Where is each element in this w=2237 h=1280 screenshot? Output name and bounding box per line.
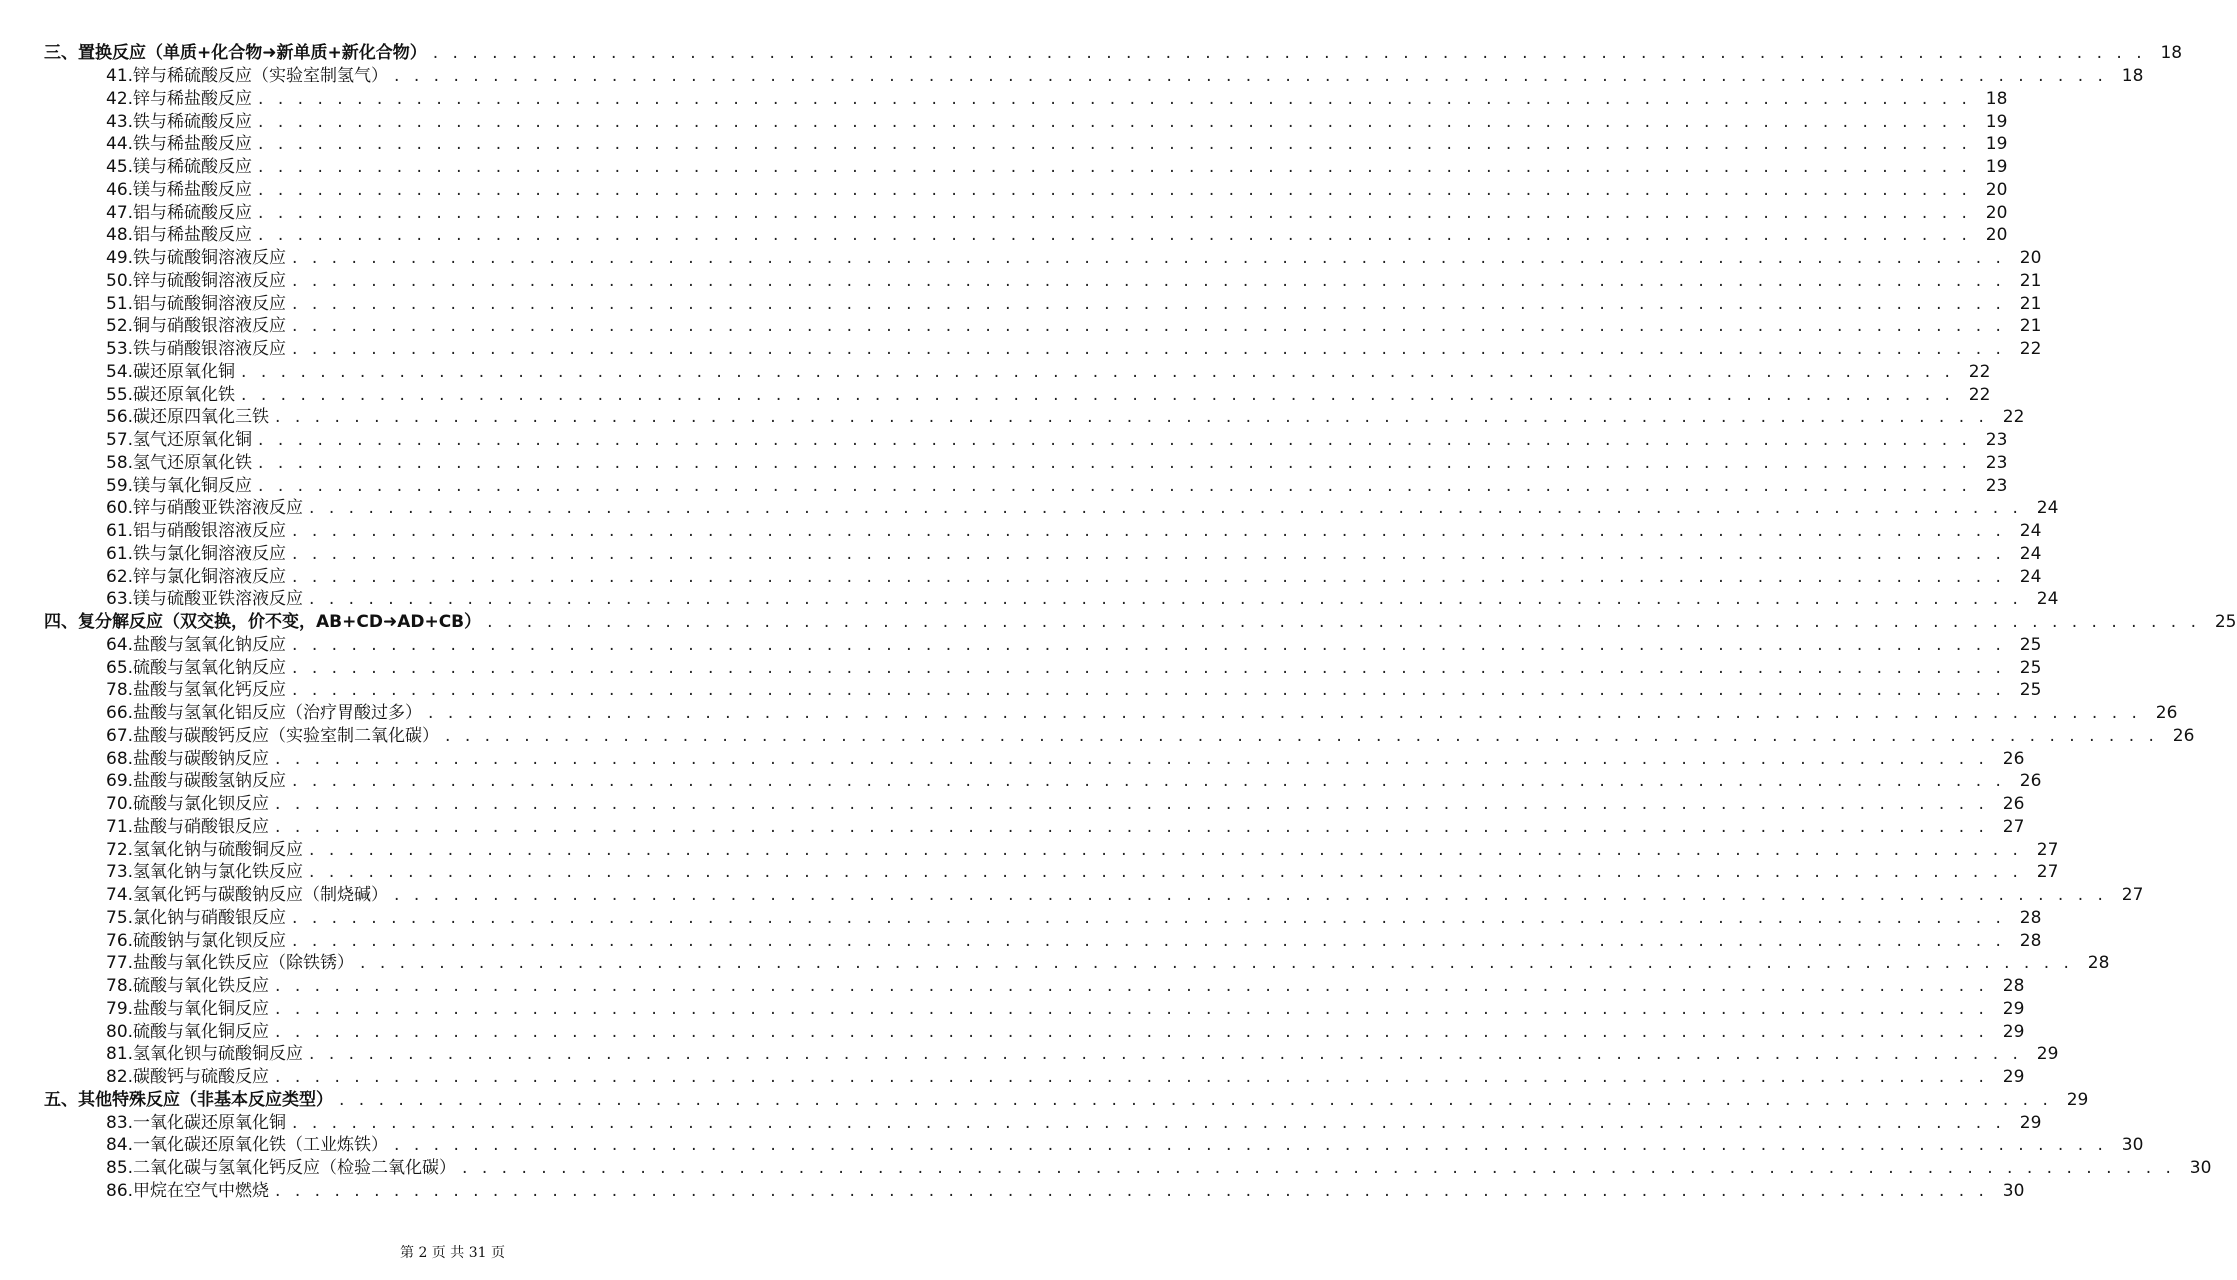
toc-entry[interactable] bbox=[0, 543, 2042, 566]
dot-leader: . . . . . . . . . . . . . . . . . . . . . . . . . . . . . . . . . . . . . . . . . . . . . . . . . . . . . . . . . . . . . . . . . . . . . . . . . . . . . . . . . . . . . . . bbox=[292, 907, 2006, 928]
page-footer: 第 2 页 共 31 页 bbox=[400, 1245, 505, 1261]
toc-entry-title: 铁与稀盐酸反应 bbox=[133, 134, 253, 155]
toc-page-number: 29 bbox=[2036, 1044, 2059, 1065]
toc-page-number: 23 bbox=[1985, 430, 2008, 451]
toc-entry-number: 81. bbox=[106, 1044, 134, 1065]
dot-leader: . . . . . . . . . . . . . . . . . . . . . . . . . . . . . . . . . . . . . . . . . . . . . . . . . . . . . . . . . . . . . . . . . . . . . . . . . . . . . . . . . . . . . . . bbox=[292, 270, 2006, 291]
toc-entry-title: 氢气还原氧化铁 bbox=[133, 452, 253, 473]
dot-leader: . . . . . . . . . . . . . . . . . . . . . . . . . . . . . . . . . . . . . . . . . . . . . . . . . . . . . . . . . . . . . . . . . . . . . . . . . . . . . . . . . . . . . . . bbox=[292, 566, 2006, 587]
toc-entry-title: 氢氧化钠与硫酸铜反应 bbox=[133, 839, 304, 860]
toc-entry-number: 45. bbox=[106, 157, 134, 178]
toc-entry-number: 64. bbox=[106, 634, 134, 655]
toc-page-number: 25 bbox=[2019, 634, 2042, 655]
toc-page-number: 30 bbox=[2121, 1135, 2144, 1156]
toc-page-number: 22 bbox=[1968, 361, 1991, 382]
toc-entry-number: 79. bbox=[106, 998, 134, 1019]
toc-entry-title: 盐酸与氧化铜反应 bbox=[133, 998, 270, 1019]
toc-entry[interactable] bbox=[0, 88, 2008, 111]
toc-entry-title: 铁与硫酸铜溶液反应 bbox=[133, 248, 287, 269]
toc-page-number: 20 bbox=[1985, 202, 2008, 223]
dot-leader: . . . . . . . . . . . . . . . . . . . . . . . . . . . . . . . . . . . . . . . . . . . . . . . . . . . . . . . . . . . . . . . . . . . . . . . . . . . . . . . . . . . . . . . bbox=[292, 930, 2006, 951]
toc-entry-number: 75. bbox=[106, 907, 134, 928]
toc-entry-title: 镁与硫酸亚铁溶液反应 bbox=[133, 589, 304, 610]
dot-leader: . . . . . . . . . . . . . . . . . . . . . . . . . . . . . . . . . . . . . . . . . . . . . . . . . . . . . . . . . . . . . . . . . . . . . . . . . . . . . . . . . . . . . . . bbox=[241, 361, 1955, 382]
toc-entry[interactable] bbox=[0, 1180, 2025, 1203]
toc-entry[interactable] bbox=[0, 247, 2042, 270]
toc-entry-title: 铝与稀硫酸反应 bbox=[133, 202, 253, 223]
toc-entry-number: 82. bbox=[106, 1067, 134, 1088]
dot-leader: . . . . . . . . . . . . . . . . . . . . . . . . . . . . . . . . . . . . . . . . . . . . . . . . . . . . . . . . . . . . . . . . . . . . . . . . . . . . . . . . . . . . . . . bbox=[275, 976, 1989, 997]
toc-entry-number: 68. bbox=[106, 748, 134, 769]
toc-entry[interactable] bbox=[0, 998, 2025, 1021]
toc-entry-number: 51. bbox=[106, 293, 134, 314]
dot-leader: . . . . . . . . . . . . . . . . . . . . . . . . . . . . . . . . . . . . . . . . . . . . . . . . . . . . . . . . . . . . . . . . . . . . . . . . . . . . . . . . . . . . . . . bbox=[258, 452, 1972, 473]
dot-leader: . . . . . . . . . . . . . . . . . . . . . . . . . . . . . . . . . . . . . . . . . . . . . . . . . . . . . . . . . . . . . . . . . . . . . . . . . . . . . . . . . . . . . . . bbox=[292, 657, 2006, 678]
toc-entry-number: 66. bbox=[106, 703, 134, 724]
toc-entry-title: 硫酸与氯化钡反应 bbox=[133, 794, 270, 815]
toc-entry-number: 50. bbox=[106, 270, 134, 291]
toc-entry-title: 盐酸与氢氧化钙反应 bbox=[133, 680, 287, 701]
toc-entry-number: 84. bbox=[106, 1135, 134, 1156]
toc-entry[interactable] bbox=[0, 588, 2059, 611]
toc-entry[interactable] bbox=[0, 338, 2042, 361]
toc-entry-number: 71. bbox=[106, 816, 134, 837]
dot-leader: . . . . . . . . . . . . . . . . . . . . . . . . . . . . . . . . . . . . . . . . . . . . . . . . . . . . . . . . . . . . . . . . . . . . . . . . . . . . . . . . . . . . . . . bbox=[309, 498, 2023, 519]
toc-entry[interactable] bbox=[0, 520, 2042, 543]
toc-entry-title: 铝与硝酸银溶液反应 bbox=[133, 521, 287, 542]
toc-entry-number: 61. bbox=[106, 543, 134, 564]
toc-page-number: 24 bbox=[2019, 566, 2042, 587]
dot-leader: . . . . . . . . . . . . . . . . . . . . . . . . . . . . . . . . . . . . . . . . . . . . . . . . . . . . . . . . . . . . . . . . . . . . . . . . . . . . . . . . . . . . . . . bbox=[339, 1089, 2053, 1110]
toc-entry[interactable] bbox=[0, 656, 2042, 679]
toc-entry-number: 54. bbox=[106, 361, 134, 382]
toc-entry[interactable] bbox=[0, 702, 2178, 725]
dot-leader: . . . . . . . . . . . . . . . . . . . . . . . . . . . . . . . . . . . . . . . . . . . . . . . . . . . . . . . . . . . . . . . . . . . . . . . . . . . . . . . . . . . . . . . bbox=[258, 430, 1972, 451]
dot-leader: . . . . . . . . . . . . . . . . . . . . . . . . . . . . . . . . . . . . . . . . . . . . . . . . . . . . . . . . . . . . . . . . . . . . . . . . . . . . . . . . . . . . . . . bbox=[258, 111, 1972, 132]
toc-entry[interactable] bbox=[0, 156, 2008, 179]
toc-entry-number: 48. bbox=[106, 225, 134, 246]
toc-section-title: 三、置换反应（单质+化合物➜新单质+新化合物） bbox=[44, 43, 427, 64]
dot-leader: . . . . . . . . . . . . . . . . . . . . . . . . . . . . . . . . . . . . . . . . . . . . . . . . . . . . . . . . . . . . . . . . . . . . . . . . . . . . . . . . . . . . . . . bbox=[258, 202, 1972, 223]
toc-entry[interactable] bbox=[0, 679, 2042, 702]
dot-leader: . . . . . . . . . . . . . . . . . . . . . . . . . . . . . . . . . . . . . . . . . . . . . . . . . . . . . . . . . . . . . . . . . . . . . . . . . . . . . . . . . . . . . . . bbox=[394, 885, 2108, 906]
dot-leader: . . . . . . . . . . . . . . . . . . . . . . . . . . . . . . . . . . . . . . . . . . . . . . . . . . . . . . . . . . . . . . . . . . . . . . . . . . . . . . . . . . . . . . . bbox=[292, 293, 2006, 314]
toc-page-number: 23 bbox=[1985, 475, 2008, 496]
toc-entry[interactable] bbox=[0, 315, 2042, 338]
dot-leader: . . . . . . . . . . . . . . . . . . . . . . . . . . . . . . . . . . . . . . . . . . . . . . . . . . . . . . . . . . . . . . . . . . . . . . . . . . . . . . . . . . . . . . . bbox=[258, 88, 1972, 109]
dot-leader: . . . . . . . . . . . . . . . . . . . . . . . . . . . . . . . . . . . . . . . . . . . . . . . . . . . . . . . . . . . . . . . . . . . . . . . . . . . . . . . . . . . . . . . bbox=[309, 862, 2023, 883]
dot-leader: . . . . . . . . . . . . . . . . . . . . . . . . . . . . . . . . . . . . . . . . . . . . . . . . . . . . . . . . . . . . . . . . . . . . . . . . . . . . . . . . . . . . . . . bbox=[292, 316, 2006, 337]
toc-page-number: 26 bbox=[2002, 794, 2025, 815]
toc-page-number: 18 bbox=[2121, 66, 2144, 87]
toc-entry-title: 锌与稀硫酸反应（实验室制氢气） bbox=[133, 66, 389, 87]
dot-leader: . . . . . . . . . . . . . . . . . . . . . . . . . . . . . . . . . . . . . . . . . . . . . . . . . . . . . . . . . . . . . . . . . . . . . . . . . . . . . . . . . . . . . . . bbox=[275, 1067, 1989, 1088]
dot-leader: . . . . . . . . . . . . . . . . . . . . . . . . . . . . . . . . . . . . . . . . . . . . . . . . . . . . . . . . . . . . . . . . . . . . . . . . . . . . . . . . . . . . . . . bbox=[275, 1021, 1989, 1042]
toc-entry-number: 74. bbox=[106, 885, 134, 906]
toc-entry-number: 65. bbox=[106, 657, 134, 678]
toc-entry[interactable] bbox=[0, 816, 2025, 839]
toc-entry[interactable] bbox=[0, 725, 2195, 748]
toc-page-number: 24 bbox=[2019, 543, 2042, 564]
toc-entry[interactable] bbox=[0, 1134, 2144, 1157]
toc-entry-title: 硫酸与氧化铁反应 bbox=[133, 976, 270, 997]
toc-entry[interactable] bbox=[0, 361, 1991, 384]
dot-leader: . . . . . . . . . . . . . . . . . . . . . . . . . . . . . . . . . . . . . . . . . . . . . . . . . . . . . . . . . . . . . . . . . . . . . . . . . . . . . . . . . . . . . . . bbox=[258, 134, 1972, 155]
dot-leader: . . . . . . . . . . . . . . . . . . . . . . . . . . . . . . . . . . . . . . . . . . . . . . . . . . . . . . . . . . . . . . . . . . . . . . . . . . . . . . . . . . . . . . . bbox=[292, 771, 2006, 792]
toc-page-number: 28 bbox=[2019, 930, 2042, 951]
toc-entry-number: 44. bbox=[106, 134, 134, 155]
dot-leader: . . . . . . . . . . . . . . . . . . . . . . . . . . . . . . . . . . . . . . . . . . . . . . . . . . . . . . . . . . . . . . . . . . . . . . . . . . . . . . . . . . . . . . . bbox=[462, 1158, 2176, 1179]
toc-entry[interactable] bbox=[0, 65, 2144, 88]
toc-entry-number: 78. bbox=[106, 680, 134, 701]
toc-entry[interactable] bbox=[0, 1111, 2042, 1134]
dot-leader: . . . . . . . . . . . . . . . . . . . . . . . . . . . . . . . . . . . . . . . . . . . . . . . . . . . . . . . . . . . . . . . . . . . . . . . . . . . . . . . . . . . . . . . bbox=[241, 384, 1955, 405]
toc-entry-number: 56. bbox=[106, 407, 134, 428]
toc-page-number: 22 bbox=[1968, 384, 1991, 405]
toc-entry[interactable] bbox=[0, 1043, 2059, 1066]
toc-entry-number: 86. bbox=[106, 1180, 134, 1201]
dot-leader: . . . . . . . . . . . . . . . . . . . . . . . . . . . . . . . . . . . . . . . . . . . . . . . . . . . . . . . . . . . . . . . . . . . . . . . . . . . . . . . . . . . . . . . bbox=[360, 953, 2074, 974]
toc-page-number: 18 bbox=[2160, 43, 2183, 64]
toc-entry-number: 70. bbox=[106, 794, 134, 815]
toc-entry-number: 80. bbox=[106, 1021, 134, 1042]
toc-page-number: 30 bbox=[2002, 1180, 2025, 1201]
toc-page-number: 26 bbox=[2002, 748, 2025, 769]
toc-page-number: 26 bbox=[2172, 725, 2195, 746]
toc-page-number: 21 bbox=[2019, 270, 2042, 291]
toc-entry-number: 61. bbox=[106, 521, 134, 542]
dot-leader: . . . . . . . . . . . . . . . . . . . . . . . . . . . . . . . . . . . . . . . . . . . . . . . . . . . . . . . . . . . . . . . . . . . . . . . . . . . . . . . . . . . . . . . bbox=[275, 407, 1989, 428]
toc-entry-number: 41. bbox=[106, 66, 134, 87]
toc-entry[interactable] bbox=[0, 929, 2042, 952]
toc-entry-title: 碳酸钙与硫酸反应 bbox=[133, 1067, 270, 1088]
toc-entry[interactable] bbox=[0, 497, 2059, 520]
dot-leader: . . . . . . . . . . . . . . . . . . . . . . . . . . . . . . . . . . . . . . . . . . . . . . . . . . . . . . . . . . . . . . . . . . . . . . . . . . . . . . . . . . . . . . . bbox=[275, 748, 1989, 769]
toc-entry[interactable] bbox=[0, 179, 2008, 202]
toc-entry-number: 83. bbox=[106, 1112, 134, 1133]
toc-page-number: 27 bbox=[2002, 816, 2025, 837]
toc-entry-title: 氯化钠与硝酸银反应 bbox=[133, 907, 287, 928]
toc-page-number: 23 bbox=[1985, 452, 2008, 473]
toc-entry-title: 碳还原氧化铁 bbox=[133, 384, 236, 405]
toc-page-number: 26 bbox=[2019, 771, 2042, 792]
toc-entry-number: 63. bbox=[106, 589, 134, 610]
dot-leader: . . . . . . . . . . . . . . . . . . . . . . . . . . . . . . . . . . . . . . . . . . . . . . . . . . . . . . . . . . . . . . . . . . . . . . . . . . . . . . . . . . . . . . . bbox=[275, 1180, 1989, 1201]
toc-entry[interactable] bbox=[0, 452, 2008, 475]
toc-entry[interactable] bbox=[0, 975, 2025, 998]
toc-page-number: 19 bbox=[1985, 157, 2008, 178]
toc-entry-number: 47. bbox=[106, 202, 134, 223]
toc-entry-title: 硫酸与氢氧化钠反应 bbox=[133, 657, 287, 678]
dot-leader: . . . . . . . . . . . . . . . . . . . . . . . . . . . . . . . . . . . . . . . . . . . . . . . . . . . . . . . . . . . . . . . . . . . . . . . . . . . . . . . . . . . . . . . bbox=[309, 589, 2023, 610]
toc-entry-number: 46. bbox=[106, 179, 134, 200]
toc-entry[interactable] bbox=[0, 1020, 2025, 1043]
toc-page-number: 27 bbox=[2036, 862, 2059, 883]
toc-page-number: 25 bbox=[2214, 612, 2237, 633]
toc-entry[interactable] bbox=[0, 907, 2042, 930]
toc-entry-number: 58. bbox=[106, 452, 134, 473]
dot-leader: . . . . . . . . . . . . . . . . . . . . . . . . . . . . . . . . . . . . . . . . . . . . . . . . . . . . . . . . . . . . . . . . . . . . . . . . . . . . . . . . . . . . . . . bbox=[258, 157, 1972, 178]
toc-entry-title: 盐酸与氢氧化钠反应 bbox=[133, 634, 287, 655]
toc-entry-title: 盐酸与氧化铁反应（除铁锈） bbox=[133, 953, 355, 974]
toc-entry-number: 77. bbox=[106, 953, 134, 974]
dot-leader: . . . . . . . . . . . . . . . . . . . . . . . . . . . . . . . . . . . . . . . . . . . . . . . . . . . . . . . . . . . . . . . . . . . . . . . . . . . . . . . . . . . . . . . bbox=[292, 680, 2006, 701]
toc-page-number: 20 bbox=[2019, 248, 2042, 269]
toc-page-number: 29 bbox=[2002, 998, 2025, 1019]
toc-entry[interactable] bbox=[0, 383, 1991, 406]
toc-entry-title: 铜与硝酸银溶液反应 bbox=[133, 316, 287, 337]
toc-entry-title: 氢氧化钙与碳酸钠反应（制烧碱） bbox=[133, 885, 389, 906]
dot-leader: . . . . . . . . . . . . . . . . . . . . . . . . . . . . . . . . . . . . . . . . . . . . . . . . . . . . . . . . . . . . . . . . . . . . . . . . . . . . . . . . . . . . . . . bbox=[292, 634, 2006, 655]
toc-entry-title: 锌与硝酸亚铁溶液反应 bbox=[133, 498, 304, 519]
toc-entry-title: 镁与稀盐酸反应 bbox=[133, 179, 253, 200]
toc-page-number: 27 bbox=[2121, 885, 2144, 906]
toc-entry[interactable] bbox=[0, 1066, 2025, 1089]
toc-section-title: 五、其他特殊反应（非基本反应类型） bbox=[44, 1089, 333, 1110]
toc-entry-title: 锌与稀盐酸反应 bbox=[133, 88, 253, 109]
toc-entry-number: 43. bbox=[106, 111, 134, 132]
toc-entry-number: 78. bbox=[106, 976, 134, 997]
toc-entry-title: 铝与稀盐酸反应 bbox=[133, 225, 253, 246]
toc-entry[interactable] bbox=[0, 770, 2042, 793]
toc-entry-title: 一氧化碳还原氧化铜 bbox=[133, 1112, 287, 1133]
toc-entry[interactable] bbox=[0, 110, 2008, 133]
dot-leader: . . . . . . . . . . . . . . . . . . . . . . . . . . . . . . . . . . . . . . . . . . . . . . . . . . . . . . . . . . . . . . . . . . . . . . . . . . . . . . . . . . . . . . . bbox=[432, 43, 2147, 64]
toc-entry-title: 锌与氯化铜溶液反应 bbox=[133, 566, 287, 587]
toc-page-number: 29 bbox=[2002, 1021, 2025, 1042]
toc-entry-number: 67. bbox=[106, 725, 134, 746]
toc-page-number: 28 bbox=[2019, 907, 2042, 928]
toc-entry-title: 硫酸钠与氯化钡反应 bbox=[133, 930, 287, 951]
toc-page-number: 30 bbox=[2189, 1158, 2212, 1179]
table-of-contents bbox=[0, 42, 2237, 1202]
toc-entry[interactable] bbox=[0, 565, 2042, 588]
toc-page-number: 29 bbox=[2066, 1089, 2089, 1110]
dot-leader: . . . . . . . . . . . . . . . . . . . . . . . . . . . . . . . . . . . . . . . . . . . . . . . . . . . . . . . . . . . . . . . . . . . . . . . . . . . . . . . . . . . . . . . bbox=[445, 725, 2159, 746]
dot-leader: . . . . . . . . . . . . . . . . . . . . . . . . . . . . . . . . . . . . . . . . . . . . . . . . . . . . . . . . . . . . . . . . . . . . . . . . . . . . . . . . . . . . . . . bbox=[258, 225, 1972, 246]
dot-leader: . . . . . . . . . . . . . . . . . . . . . . . . . . . . . . . . . . . . . . . . . . . . . . . . . . . . . . . . . . . . . . . . . . . . . . . . . . . . . . . . . . . . . . . bbox=[275, 998, 1989, 1019]
dot-leader: . . . . . . . . . . . . . . . . . . . . . . . . . . . . . . . . . . . . . . . . . . . . . . . . . . . . . . . . . . . . . . . . . . . . . . . . . . . . . . . . . . . . . . . bbox=[292, 248, 2006, 269]
toc-entry-number: 69. bbox=[106, 771, 134, 792]
dot-leader: . . . . . . . . . . . . . . . . . . . . . . . . . . . . . . . . . . . . . . . . . . . . . . . . . . . . . . . . . . . . . . . . . . . . . . . . . . . . . . . . . . . . . . . bbox=[292, 543, 2006, 564]
toc-page-number: 19 bbox=[1985, 111, 2008, 132]
toc-entry-title: 硫酸与氧化铜反应 bbox=[133, 1021, 270, 1042]
toc-entry[interactable] bbox=[0, 406, 2025, 429]
dot-leader: . . . . . . . . . . . . . . . . . . . . . . . . . . . . . . . . . . . . . . . . . . . . . . . . . . . . . . . . . . . . . . . . . . . . . . . . . . . . . . . . . . . . . . . bbox=[275, 816, 1989, 837]
dot-leader: . . . . . . . . . . . . . . . . . . . . . . . . . . . . . . . . . . . . . . . . . . . . . . . . . . . . . . . . . . . . . . . . . . . . . . . . . . . . . . . . . . . . . . . bbox=[258, 475, 1972, 496]
toc-entry[interactable] bbox=[0, 474, 2008, 497]
toc-entry[interactable] bbox=[0, 429, 2008, 452]
toc-entry[interactable] bbox=[0, 838, 2059, 861]
toc-entry[interactable] bbox=[0, 292, 2042, 315]
toc-entry-number: 55. bbox=[106, 384, 134, 405]
dot-leader: . . . . . . . . . . . . . . . . . . . . . . . . . . . . . . . . . . . . . . . . . . . . . . . . . . . . . . . . . . . . . . . . . . . . . . . . . . . . . . . . . . . . . . . bbox=[487, 612, 2201, 633]
dot-leader: . . . . . . . . . . . . . . . . . . . . . . . . . . . . . . . . . . . . . . . . . . . . . . . . . . . . . . . . . . . . . . . . . . . . . . . . . . . . . . . . . . . . . . . bbox=[258, 179, 1972, 200]
toc-entry-number: 52. bbox=[106, 316, 134, 337]
toc-entry-title: 盐酸与氢氧化铝反应（治疗胃酸过多） bbox=[133, 703, 423, 724]
toc-page-number: 28 bbox=[2087, 953, 2110, 974]
toc-section-heading[interactable] bbox=[0, 42, 2183, 65]
toc-entry-number: 85. bbox=[106, 1158, 134, 1179]
toc-entry[interactable] bbox=[0, 270, 2042, 293]
toc-entry-number: 62. bbox=[106, 566, 134, 587]
toc-page-number: 21 bbox=[2019, 293, 2042, 314]
dot-leader: . . . . . . . . . . . . . . . . . . . . . . . . . . . . . . . . . . . . . . . . . . . . . . . . . . . . . . . . . . . . . . . . . . . . . . . . . . . . . . . . . . . . . . . bbox=[394, 66, 2108, 87]
toc-entry[interactable] bbox=[0, 1157, 2212, 1180]
toc-section-heading[interactable] bbox=[0, 611, 2237, 634]
toc-page-number: 28 bbox=[2002, 976, 2025, 997]
toc-entry-title: 氢氧化钡与硫酸铜反应 bbox=[133, 1044, 304, 1065]
toc-entry[interactable] bbox=[0, 793, 2025, 816]
dot-leader: . . . . . . . . . . . . . . . . . . . . . . . . . . . . . . . . . . . . . . . . . . . . . . . . . . . . . . . . . . . . . . . . . . . . . . . . . . . . . . . . . . . . . . . bbox=[394, 1135, 2108, 1156]
toc-entry-number: 42. bbox=[106, 88, 134, 109]
toc-entry-title: 盐酸与碳酸氢钠反应 bbox=[133, 771, 287, 792]
dot-leader: . . . . . . . . . . . . . . . . . . . . . . . . . . . . . . . . . . . . . . . . . . . . . . . . . . . . . . . . . . . . . . . . . . . . . . . . . . . . . . . . . . . . . . . bbox=[292, 1112, 2006, 1133]
toc-page-number: 27 bbox=[2036, 839, 2059, 860]
toc-page-number: 24 bbox=[2036, 498, 2059, 519]
toc-entry-title: 碳还原氧化铜 bbox=[133, 361, 236, 382]
toc-entry-title: 氢气还原氧化铜 bbox=[133, 430, 253, 451]
toc-entry-title: 盐酸与硝酸银反应 bbox=[133, 816, 270, 837]
toc-entry-title: 碳还原四氧化三铁 bbox=[133, 407, 270, 428]
toc-page-number: 29 bbox=[2002, 1067, 2025, 1088]
toc-entry-number: 60. bbox=[106, 498, 134, 519]
toc-entry[interactable] bbox=[0, 884, 2144, 907]
toc-entry-number: 59. bbox=[106, 475, 134, 496]
toc-entry-title: 氢氧化钠与氯化铁反应 bbox=[133, 862, 304, 883]
dot-leader: . . . . . . . . . . . . . . . . . . . . . . . . . . . . . . . . . . . . . . . . . . . . . . . . . . . . . . . . . . . . . . . . . . . . . . . . . . . . . . . . . . . . . . . bbox=[292, 339, 2006, 360]
toc-entry-number: 73. bbox=[106, 862, 134, 883]
toc-entry-title: 盐酸与碳酸钠反应 bbox=[133, 748, 270, 769]
dot-leader: . . . . . . . . . . . . . . . . . . . . . . . . . . . . . . . . . . . . . . . . . . . . . . . . . . . . . . . . . . . . . . . . . . . . . . . . . . . . . . . . . . . . . . . bbox=[292, 521, 2006, 542]
toc-page-number: 20 bbox=[1985, 179, 2008, 200]
toc-page-number: 22 bbox=[2019, 339, 2042, 360]
toc-page-number: 22 bbox=[2002, 407, 2025, 428]
toc-entry-number: 72. bbox=[106, 839, 134, 860]
toc-page-number: 24 bbox=[2019, 521, 2042, 542]
toc-entry-number: 57. bbox=[106, 430, 134, 451]
toc-page-number: 25 bbox=[2019, 657, 2042, 678]
toc-page-number: 20 bbox=[1985, 225, 2008, 246]
toc-page-number: 18 bbox=[1985, 88, 2008, 109]
toc-entry-title: 一氧化碳还原氧化铁（工业炼铁） bbox=[133, 1135, 389, 1156]
toc-entry-number: 49. bbox=[106, 248, 134, 269]
toc-page-number: 19 bbox=[1985, 134, 2008, 155]
toc-entry-title: 铝与硫酸铜溶液反应 bbox=[133, 293, 287, 314]
toc-section-title: 四、复分解反应（双交换，价不变，AB+CD➜AD+CB） bbox=[44, 612, 482, 633]
toc-entry-title: 镁与稀硫酸反应 bbox=[133, 157, 253, 178]
toc-page-number: 24 bbox=[2036, 589, 2059, 610]
toc-entry[interactable] bbox=[0, 861, 2059, 884]
toc-entry-number: 76. bbox=[106, 930, 134, 951]
toc-entry-title: 铁与硝酸银溶液反应 bbox=[133, 339, 287, 360]
toc-entry-title: 盐酸与碳酸钙反应（实验室制二氧化碳） bbox=[133, 725, 440, 746]
toc-entry-title: 铁与稀硫酸反应 bbox=[133, 111, 253, 132]
toc-page-number: 21 bbox=[2019, 316, 2042, 337]
dot-leader: . . . . . . . . . . . . . . . . . . . . . . . . . . . . . . . . . . . . . . . . . . . . . . . . . . . . . . . . . . . . . . . . . . . . . . . . . . . . . . . . . . . . . . . bbox=[275, 794, 1989, 815]
toc-entry-title: 镁与氧化铜反应 bbox=[133, 475, 253, 496]
toc-page-number: 25 bbox=[2019, 680, 2042, 701]
toc-entry[interactable] bbox=[0, 634, 2042, 657]
dot-leader: . . . . . . . . . . . . . . . . . . . . . . . . . . . . . . . . . . . . . . . . . . . . . . . . . . . . . . . . . . . . . . . . . . . . . . . . . . . . . . . . . . . . . . . bbox=[428, 703, 2142, 724]
toc-entry-number: 53. bbox=[106, 339, 134, 360]
toc-entry[interactable] bbox=[0, 224, 2008, 247]
toc-entry-title: 二氧化碳与氢氧化钙反应（检验二氧化碳） bbox=[133, 1158, 457, 1179]
toc-entry[interactable] bbox=[0, 133, 2008, 156]
dot-leader: . . . . . . . . . . . . . . . . . . . . . . . . . . . . . . . . . . . . . . . . . . . . . . . . . . . . . . . . . . . . . . . . . . . . . . . . . . . . . . . . . . . . . . . bbox=[309, 839, 2023, 860]
dot-leader: . . . . . . . . . . . . . . . . . . . . . . . . . . . . . . . . . . . . . . . . . . . . . . . . . . . . . . . . . . . . . . . . . . . . . . . . . . . . . . . . . . . . . . . bbox=[309, 1044, 2023, 1065]
toc-entry-title: 铁与氯化铜溶液反应 bbox=[133, 543, 287, 564]
toc-section-heading[interactable] bbox=[0, 1089, 2089, 1112]
toc-entry[interactable] bbox=[0, 747, 2025, 770]
toc-entry[interactable] bbox=[0, 201, 2008, 224]
toc-page-number: 29 bbox=[2019, 1112, 2042, 1133]
toc-page-number: 26 bbox=[2155, 703, 2178, 724]
toc-entry-title: 锌与硫酸铜溶液反应 bbox=[133, 270, 287, 291]
toc-entry-title: 甲烷在空气中燃烧 bbox=[133, 1180, 270, 1201]
toc-entry[interactable] bbox=[0, 952, 2110, 975]
